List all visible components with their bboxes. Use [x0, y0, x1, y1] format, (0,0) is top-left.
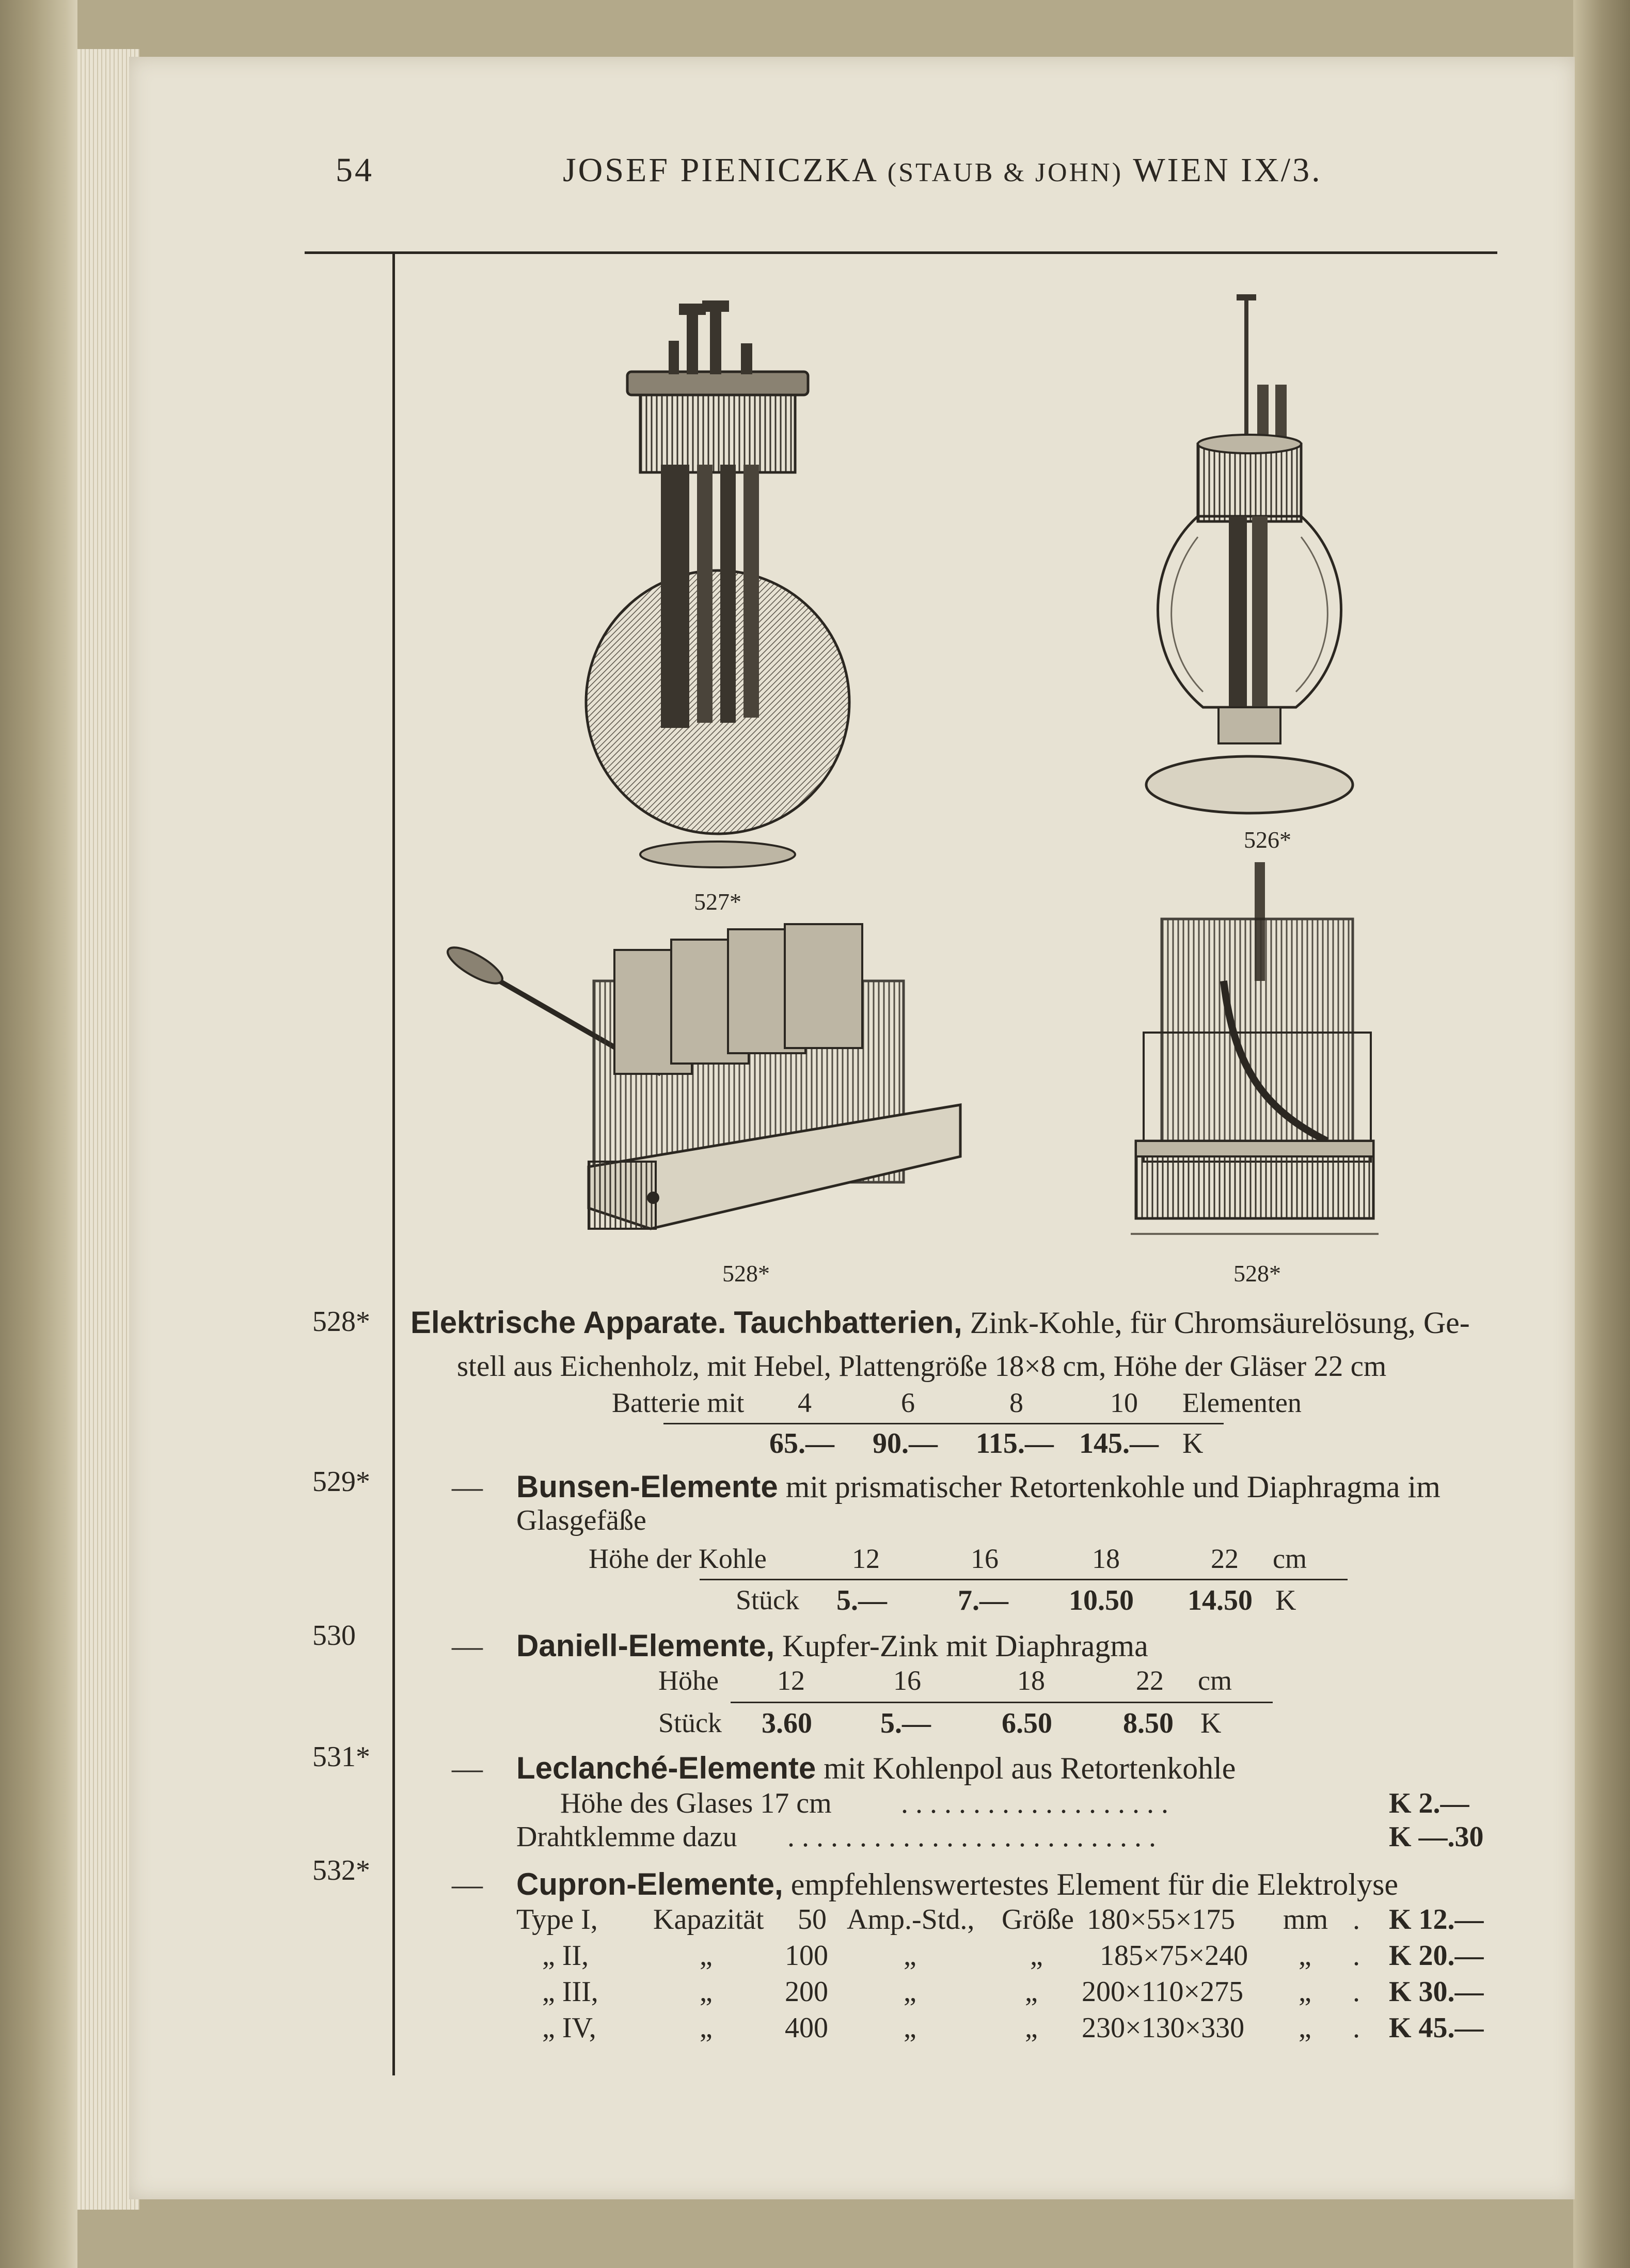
entry-530-unit: cm [1198, 1665, 1232, 1696]
entry-531-row-1-price: K 2.— [1389, 1787, 1469, 1819]
entry-528-size: 10 [1110, 1387, 1138, 1418]
entry-530-dash: — [452, 1629, 483, 1663]
entry-530-size: 18 [1017, 1665, 1045, 1696]
entry-532-row-size-label: Größe [1002, 1904, 1074, 1936]
entry-530-price: 6.50 [1002, 1707, 1052, 1739]
entry-529-desc-1: mit prismatischer Retortenkohle und Diaphragma im [785, 1470, 1441, 1504]
entry-528-heading [410, 1307, 1470, 1338]
entry-532-row-unit: „ [904, 2012, 916, 2044]
entry-529-heading [516, 1471, 1441, 1502]
entry-529-size: 16 [971, 1543, 999, 1574]
entry-532-row-price: K 30.— [1389, 1976, 1484, 2008]
entry-532-title: Cupron-Elemente, [516, 1867, 783, 1901]
entry-531-title: Leclanché-Elemente [516, 1751, 816, 1785]
entry-529-price: 7.— [958, 1584, 1008, 1616]
entry-532-row-price: K 12.— [1389, 1904, 1484, 1936]
dot-leader: . [1353, 1940, 1360, 1972]
entry-528-desc-1: Zink-Kohle, für Chromsäurelösung, Ge- [970, 1306, 1470, 1340]
entry-530-size: 12 [777, 1665, 805, 1696]
entry-532-row-mm: „ [1299, 1976, 1311, 2008]
entry-528-currency: K [1182, 1428, 1204, 1460]
entry-528-category: Elektrische Apparate. [410, 1305, 726, 1340]
entry-532-row-type: „ II, [542, 1940, 589, 1972]
book-binding-right [1573, 0, 1630, 2268]
entry-528-size: 6 [901, 1387, 915, 1418]
entry-529-table-rule [700, 1579, 1348, 1580]
item-number-532: 532* [312, 1854, 370, 1886]
entry-532-row-size: 200×110×275 [1082, 1976, 1244, 2008]
entry-528-price: 90.— [873, 1428, 938, 1460]
entry-532-row-size: 180×55×175 [1087, 1904, 1236, 1936]
page-number: 54 [336, 151, 374, 189]
entry-532-dash: — [452, 1867, 483, 1901]
entry-529-size: 22 [1211, 1543, 1239, 1574]
dot-leader: .......................... [787, 1821, 1163, 1853]
margin-rule [392, 253, 395, 2075]
dot-leader: . [1353, 1976, 1360, 2008]
book-binding-left [0, 0, 77, 2268]
entry-530-size: 16 [893, 1665, 921, 1696]
dot-leader: . [1353, 2012, 1360, 2044]
entry-528-size: 4 [798, 1387, 812, 1418]
entry-528-price: 145.— [1079, 1428, 1159, 1460]
entry-528-title: Tauchbatterien, [734, 1305, 962, 1340]
header-rule [305, 251, 1497, 254]
entry-529-size: 18 [1092, 1543, 1120, 1574]
header-location: WIEN IX/3. [1133, 151, 1322, 189]
entry-529-unit: cm [1273, 1543, 1307, 1574]
entry-532-row-size-label: „ [1025, 1976, 1038, 2008]
illustration-528-battery-crate [1131, 862, 1379, 1244]
illustration-528-battery-box [444, 919, 981, 1249]
entry-529-price-label: Stück [736, 1584, 800, 1615]
entry-529-price: 10.50 [1069, 1584, 1134, 1616]
illustration-526-bell-cell [1126, 294, 1373, 821]
entry-532-row-cap-label: „ [700, 1940, 713, 1972]
entry-531-row-2-price: K —.30 [1389, 1821, 1484, 1853]
entry-531-dash: — [452, 1751, 483, 1785]
item-number-528: 528* [312, 1306, 370, 1338]
entry-530-currency: K [1200, 1707, 1222, 1739]
entry-528-table-rule [663, 1423, 1224, 1424]
entry-532-row-mm: „ [1299, 2012, 1311, 2044]
entry-530-heading [516, 1630, 1148, 1661]
header-company-paren: (STAUB & JOHN) [887, 158, 1123, 187]
illustration-527-flask-cell [578, 294, 857, 878]
entry-528-unit: Elementen [1182, 1387, 1302, 1418]
entry-532-row-unit: „ [904, 1940, 916, 1972]
entry-530-title: Daniell-Elemente, [516, 1628, 775, 1663]
item-number-529: 529* [312, 1466, 370, 1498]
entry-532-row-cap-label: „ [700, 1976, 713, 2008]
entry-532-row-cap: 200 [785, 1976, 828, 2008]
entry-530-price: 8.50 [1123, 1707, 1174, 1739]
entry-531-desc-1: mit Kohlenpol aus Retortenkohle [824, 1751, 1236, 1785]
entry-529-currency: K [1275, 1584, 1296, 1616]
entry-530-price-label: Stück [658, 1707, 722, 1738]
entry-532-row-type: Type I, [516, 1904, 598, 1936]
entry-532-row-unit: Amp.-Std., [847, 1904, 975, 1936]
entry-532-row-size-label: „ [1030, 1940, 1043, 1972]
entry-532-row-size-label: „ [1025, 2012, 1038, 2044]
caption-528-right: 528* [1233, 1260, 1281, 1287]
entry-530-desc-1: Kupfer-Zink mit Diaphragma [782, 1629, 1148, 1663]
entry-532-row-cap: 400 [785, 2012, 828, 2044]
entry-531-row-2-label: Drahtklemme dazu [516, 1821, 737, 1853]
entry-532-row-cap: 50 [798, 1904, 827, 1936]
entry-530-size: 22 [1136, 1665, 1164, 1696]
entry-529-desc-2: Glasgefäße [516, 1504, 646, 1536]
entry-529-dash: — [452, 1470, 483, 1504]
entry-529-row-label: Höhe der Kohle [589, 1543, 767, 1574]
entry-529-price: 14.50 [1188, 1584, 1253, 1616]
item-number-530: 530 [312, 1620, 356, 1652]
entry-532-row-type: „ III, [542, 1976, 598, 2008]
entry-532-row-mm: „ [1299, 1940, 1311, 1972]
entry-529-title: Bunsen-Elemente [516, 1469, 778, 1504]
caption-526: 526* [1244, 827, 1291, 853]
item-number-531: 531* [312, 1741, 370, 1773]
page-header-title [563, 151, 1322, 197]
caption-528-left: 528* [722, 1260, 770, 1287]
entry-532-row-cap-label: Kapazität [653, 1904, 764, 1936]
entry-530-table-rule [731, 1702, 1273, 1703]
entry-530-price: 3.60 [762, 1707, 812, 1739]
entry-528-desc-2: stell aus Eichenholz, mit Hebel, Plattengröße 18×8 cm, Höhe der Gläser 22 cm [457, 1350, 1387, 1383]
entry-532-row-cap: 100 [785, 1940, 828, 1972]
dot-leader: ................... [901, 1787, 1176, 1819]
entry-532-desc-1: empfehlenswertestes Element für die Elektrolyse [790, 1867, 1398, 1901]
entry-528-price: 115.— [976, 1428, 1054, 1460]
entry-530-row-label: Höhe [658, 1665, 719, 1696]
entry-529-size: 12 [852, 1543, 880, 1574]
entry-529-price: 5.— [836, 1584, 887, 1616]
dot-leader: . [1353, 1904, 1360, 1936]
entry-532-heading [516, 1869, 1398, 1900]
entry-530-price: 5.— [880, 1707, 931, 1739]
entry-528-price: 65.— [769, 1428, 834, 1460]
entry-528-size: 8 [1009, 1387, 1023, 1418]
entry-532-row-size: 230×130×330 [1082, 2012, 1245, 2044]
caption-527: 527* [694, 889, 741, 915]
entry-532-row-unit: „ [904, 1976, 916, 2008]
entry-532-row-type: „ IV, [542, 2012, 596, 2044]
entry-532-row-size: 185×75×240 [1100, 1940, 1248, 1972]
entry-531-heading [516, 1753, 1236, 1784]
entry-531-row-1-label: Höhe des Glases 17 cm [560, 1787, 832, 1819]
entry-532-row-cap-label: „ [700, 2012, 713, 2044]
header-company: JOSEF PIENICZKA [563, 151, 877, 189]
entry-532-row-mm: mm [1283, 1904, 1328, 1936]
entry-528-row-label: Batterie mit [612, 1387, 745, 1418]
entry-532-row-price: K 20.— [1389, 1940, 1484, 1972]
entry-532-row-price: K 45.— [1389, 2012, 1484, 2044]
